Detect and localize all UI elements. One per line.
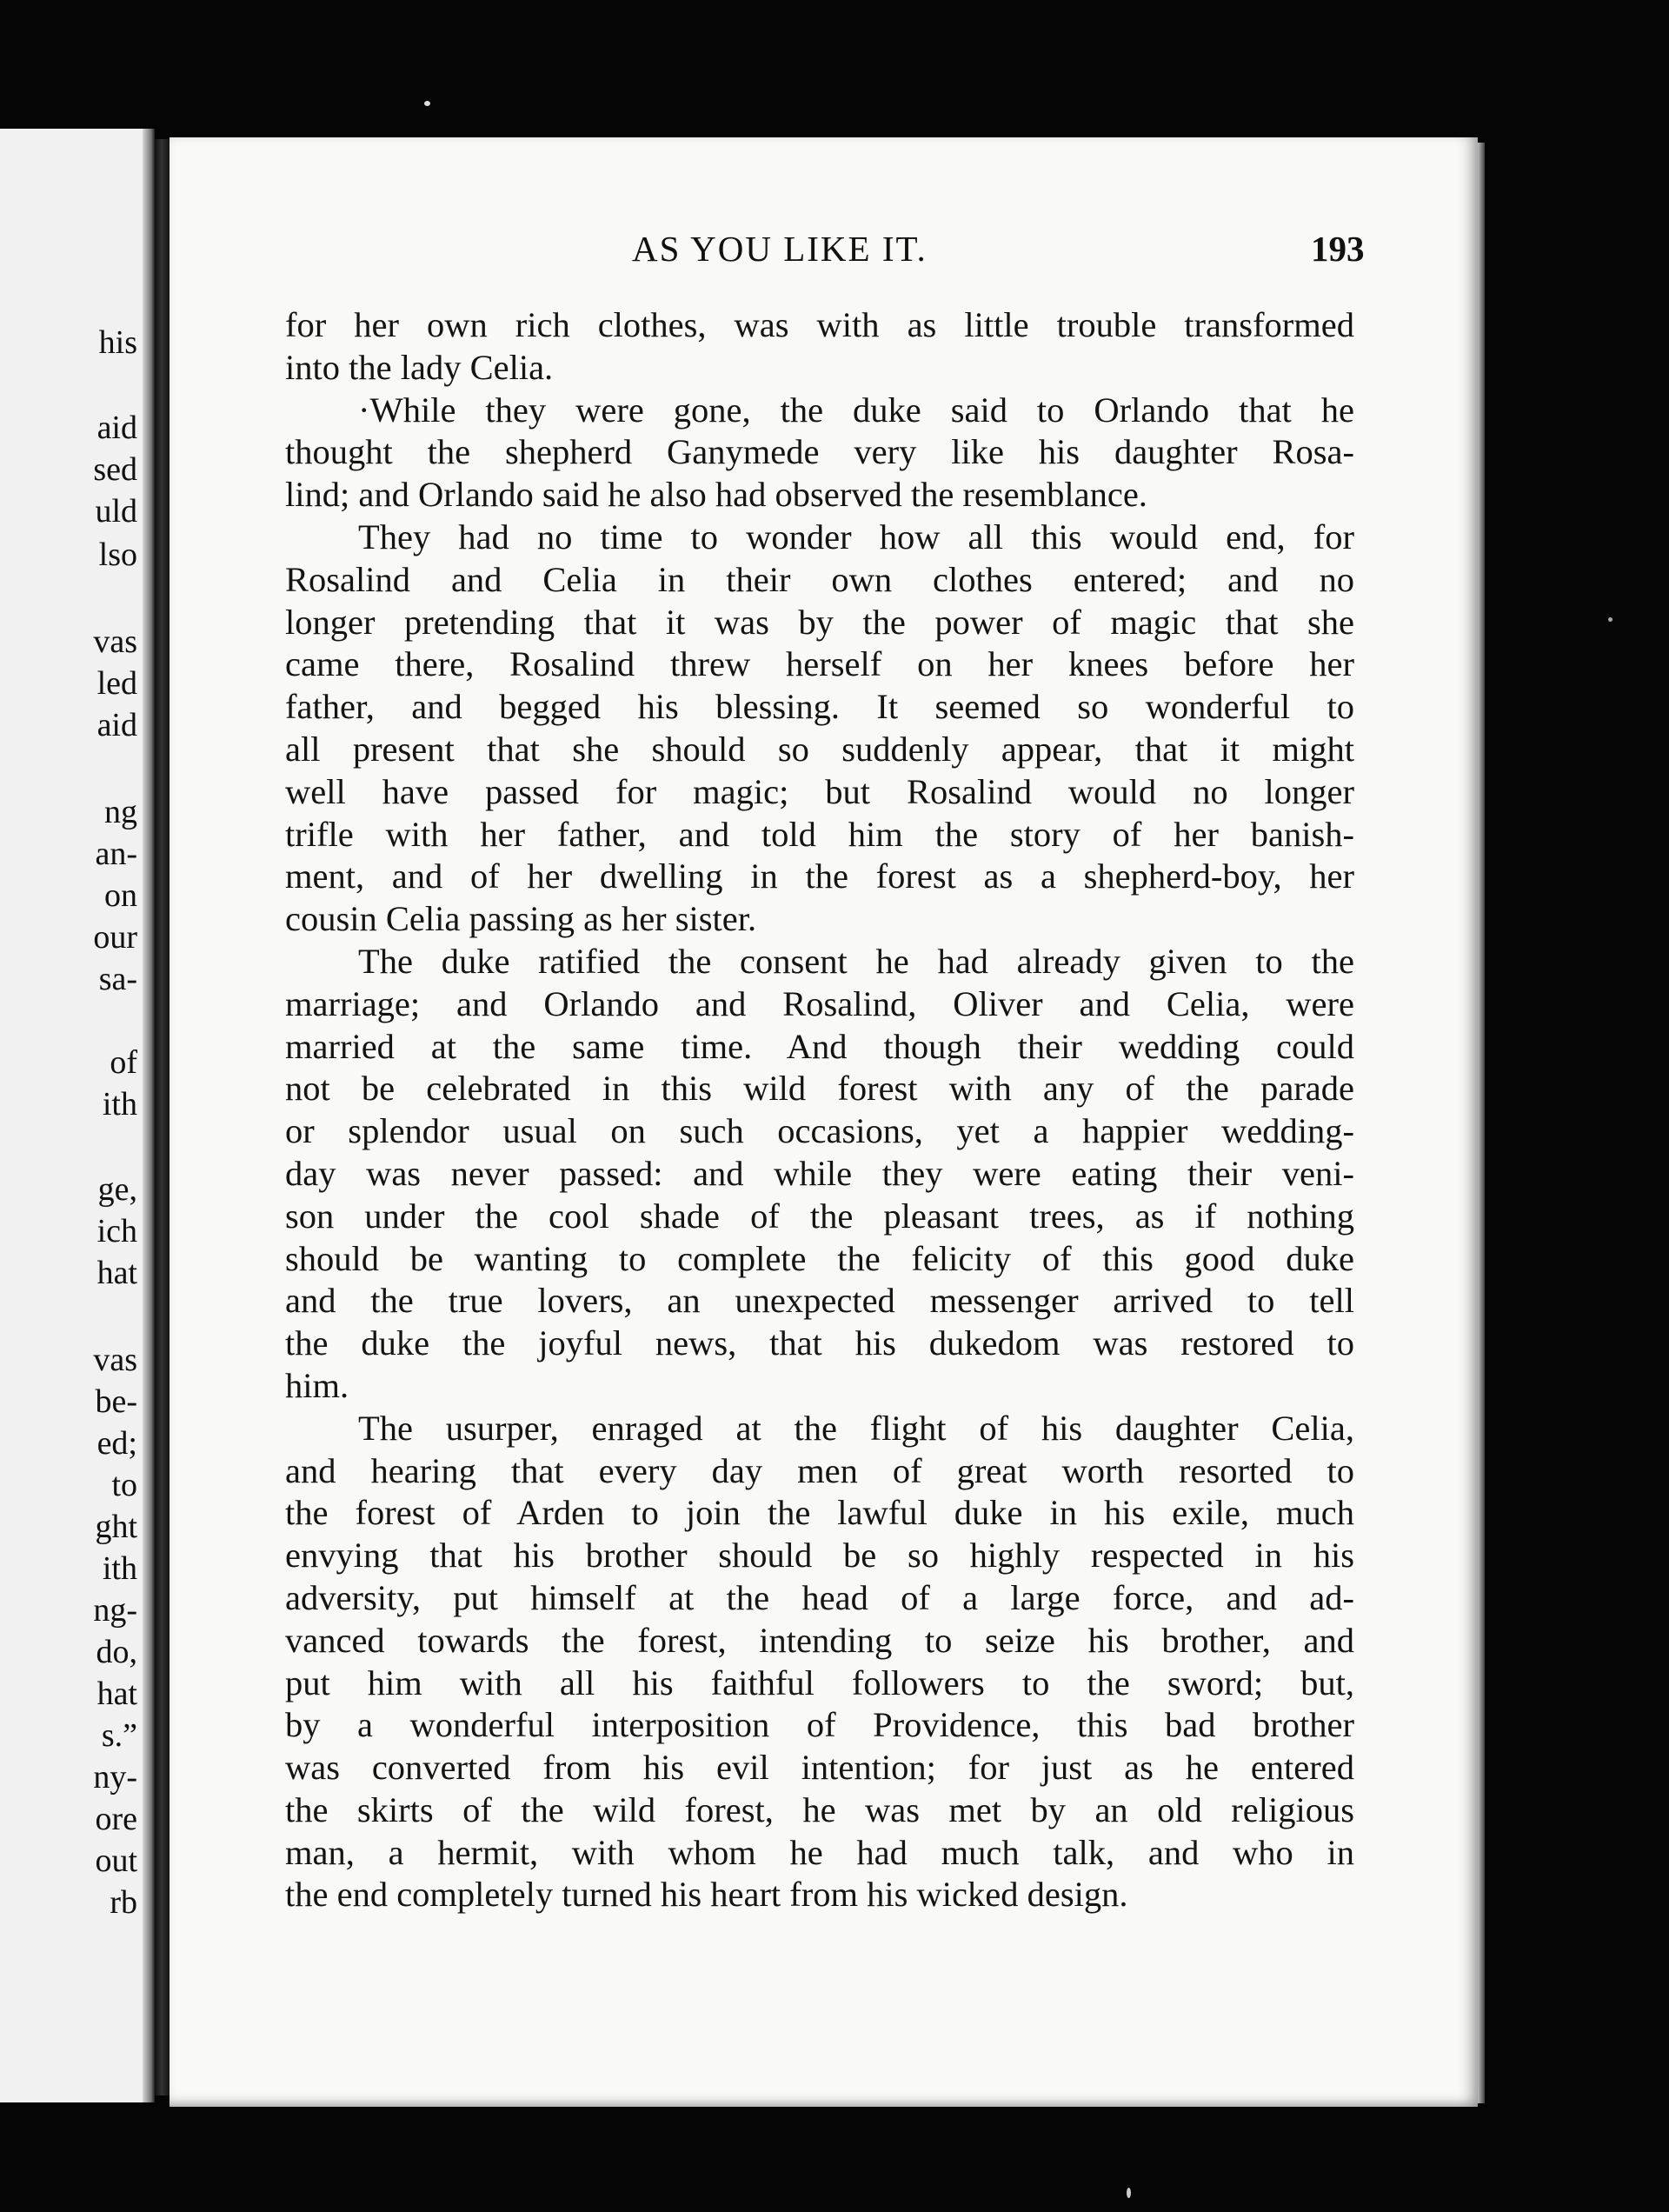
paragraph xyxy=(285,1408,1354,1917)
facing-page-edge xyxy=(143,129,155,2102)
text-line: longer pretending that it was by the power of magic that she xyxy=(285,602,1354,642)
facing-page-text-fragment: on xyxy=(104,877,137,914)
text-line: put him with all his faithful followers to the sword; but, xyxy=(285,1662,1354,1702)
text-line: adversity, put himself at the head of a large force, and ad- xyxy=(285,1577,1354,1617)
facing-page-text-fragment: led xyxy=(96,665,137,702)
text-line: father, and begged his blessing. It seemed so wonderful to xyxy=(285,687,1354,727)
facing-page-text-fragment: out xyxy=(95,1842,137,1879)
paragraph xyxy=(285,516,1354,941)
text-line: ·While they were gone, the duke said to Orlando that he xyxy=(358,390,1354,430)
text-line: well have passed for magic; but Rosalind would no longer xyxy=(285,771,1354,811)
text-line: and the true lovers, an unexpected messenger arrived to tell xyxy=(285,1281,1354,1321)
text-line: They had no time to wonder how all this would end, for xyxy=(358,516,1354,556)
text-line: vanced towards the forest, intending to seize his brother, and xyxy=(285,1620,1354,1660)
text-line: the duke the joyful news, that his dukedom was restored to xyxy=(285,1323,1354,1363)
facing-page-text-fragment: rb xyxy=(110,1884,137,1921)
text-line: the skirts of the wild forest, he was met by an old religious xyxy=(285,1789,1354,1829)
paragraph xyxy=(285,941,1354,1408)
running-head xyxy=(170,228,1478,280)
facing-page-text-fragment: aid xyxy=(96,410,137,446)
facing-page-text-fragment: ng xyxy=(104,794,137,830)
facing-page-text-fragment: ng- xyxy=(93,1592,137,1629)
facing-page-text-fragment: ny- xyxy=(93,1759,137,1796)
facing-page-text-fragment: ed; xyxy=(96,1425,137,1462)
facing-page-text-fragment: ght xyxy=(95,1509,137,1545)
text-line: the end completely turned his heart from his wicked design. xyxy=(285,1875,1128,1915)
facing-page-text-fragment: his xyxy=(98,324,137,361)
facing-page-text-fragment: do, xyxy=(96,1634,137,1670)
paragraph xyxy=(285,304,1354,390)
text-line: married at the same time. And though their wedding could xyxy=(285,1026,1354,1066)
text-line: into the lady Celia. xyxy=(285,347,554,387)
text-line: marriage; and Orlando and Rosalind, Oliver and Celia, were xyxy=(285,983,1354,1023)
text-line: The usurper, enraged at the flight of his daughter Celia, xyxy=(358,1408,1354,1448)
dust-speck xyxy=(424,101,430,106)
text-line: trifle with her father, and told him the story of her banish- xyxy=(285,814,1354,854)
text-line: Rosalind and Celia in their own clothes entered; and no xyxy=(285,559,1354,599)
text-line: ment, and of her dwelling in the forest as a shepherd-boy, her xyxy=(285,856,1354,896)
facing-page-text-fragment: ich xyxy=(96,1213,137,1249)
facing-page-text-fragment: ith xyxy=(102,1550,137,1587)
facing-page-text-fragment: lso xyxy=(98,536,137,573)
body-text xyxy=(285,304,1354,1916)
facing-page-text-fragment: an- xyxy=(95,836,137,872)
facing-page-text-fragment: uld xyxy=(95,493,137,530)
text-line: for her own rich clothes, was with as little trouble transformed xyxy=(285,305,1354,344)
text-line: The duke ratified the consent he had already given to the xyxy=(358,941,1354,981)
text-line: all present that she should so suddenly appear, that it might xyxy=(285,729,1354,769)
text-line: cousin Celia passing as her sister. xyxy=(285,899,757,939)
text-line: by a wonderful interposition of Providence, this bad brother xyxy=(285,1705,1354,1745)
facing-page-text-fragment: sa- xyxy=(98,961,137,997)
text-line: envying that his brother should be so highly respected in his xyxy=(285,1536,1354,1576)
facing-page-fragment xyxy=(0,129,155,2102)
facing-page-text-fragment: hat xyxy=(96,1676,137,1712)
text-line: man, a hermit, with whom he had much talk, and who in xyxy=(285,1832,1354,1872)
dust-speck xyxy=(1127,2188,1131,2198)
text-line: came there, Rosalind threw herself on her knees before her xyxy=(285,644,1354,684)
text-line: and hearing that every day men of great worth resorted to xyxy=(285,1450,1354,1490)
book-page xyxy=(170,137,1478,2107)
text-line: lind; and Orlando said he also had observed the resemblance. xyxy=(285,475,1147,515)
text-line: the forest of Arden to join the lawful duke in his exile, much xyxy=(285,1493,1354,1533)
facing-page-text-fragment: hat xyxy=(96,1255,137,1291)
text-line: not be celebrated in this wild forest with any of the parade xyxy=(285,1069,1354,1109)
facing-page-text-fragment: aid xyxy=(96,707,137,743)
dust-speck xyxy=(1608,617,1612,622)
paragraph xyxy=(285,390,1354,516)
facing-page-text-fragment: to xyxy=(111,1467,137,1503)
text-line: him. xyxy=(285,1365,349,1405)
facing-page-text-fragment: sed xyxy=(93,451,137,488)
text-line: was converted from his evil intention; for just as he entered xyxy=(285,1748,1354,1788)
facing-page-text-fragment: be- xyxy=(95,1383,137,1420)
text-line: day was never passed: and while they were eating their veni- xyxy=(285,1153,1354,1193)
page-number: 193 xyxy=(1311,229,1365,269)
text-line: should be wanting to complete the felicity of this good duke xyxy=(285,1238,1354,1278)
facing-page-text-fragment: s.” xyxy=(101,1717,137,1754)
text-line: thought the shepherd Ganymede very like his daughter Rosa- xyxy=(285,432,1354,472)
facing-page-text-fragment: vas xyxy=(93,1342,137,1378)
running-head-title: AS YOU LIKE IT. xyxy=(632,229,928,269)
facing-page-text-fragment: of xyxy=(110,1044,137,1081)
facing-page-text-fragment: ith xyxy=(102,1086,137,1123)
facing-page-text-fragment: vas xyxy=(93,623,137,660)
text-line: or splendor usual on such occasions, yet a happier wedding- xyxy=(285,1111,1354,1151)
facing-page-text-fragment: ge, xyxy=(97,1171,137,1208)
facing-page-text-fragment: ore xyxy=(95,1801,137,1837)
text-line: son under the cool shade of the pleasant trees, as if nothing xyxy=(285,1196,1354,1236)
facing-page-text-fragment: our xyxy=(93,919,137,956)
